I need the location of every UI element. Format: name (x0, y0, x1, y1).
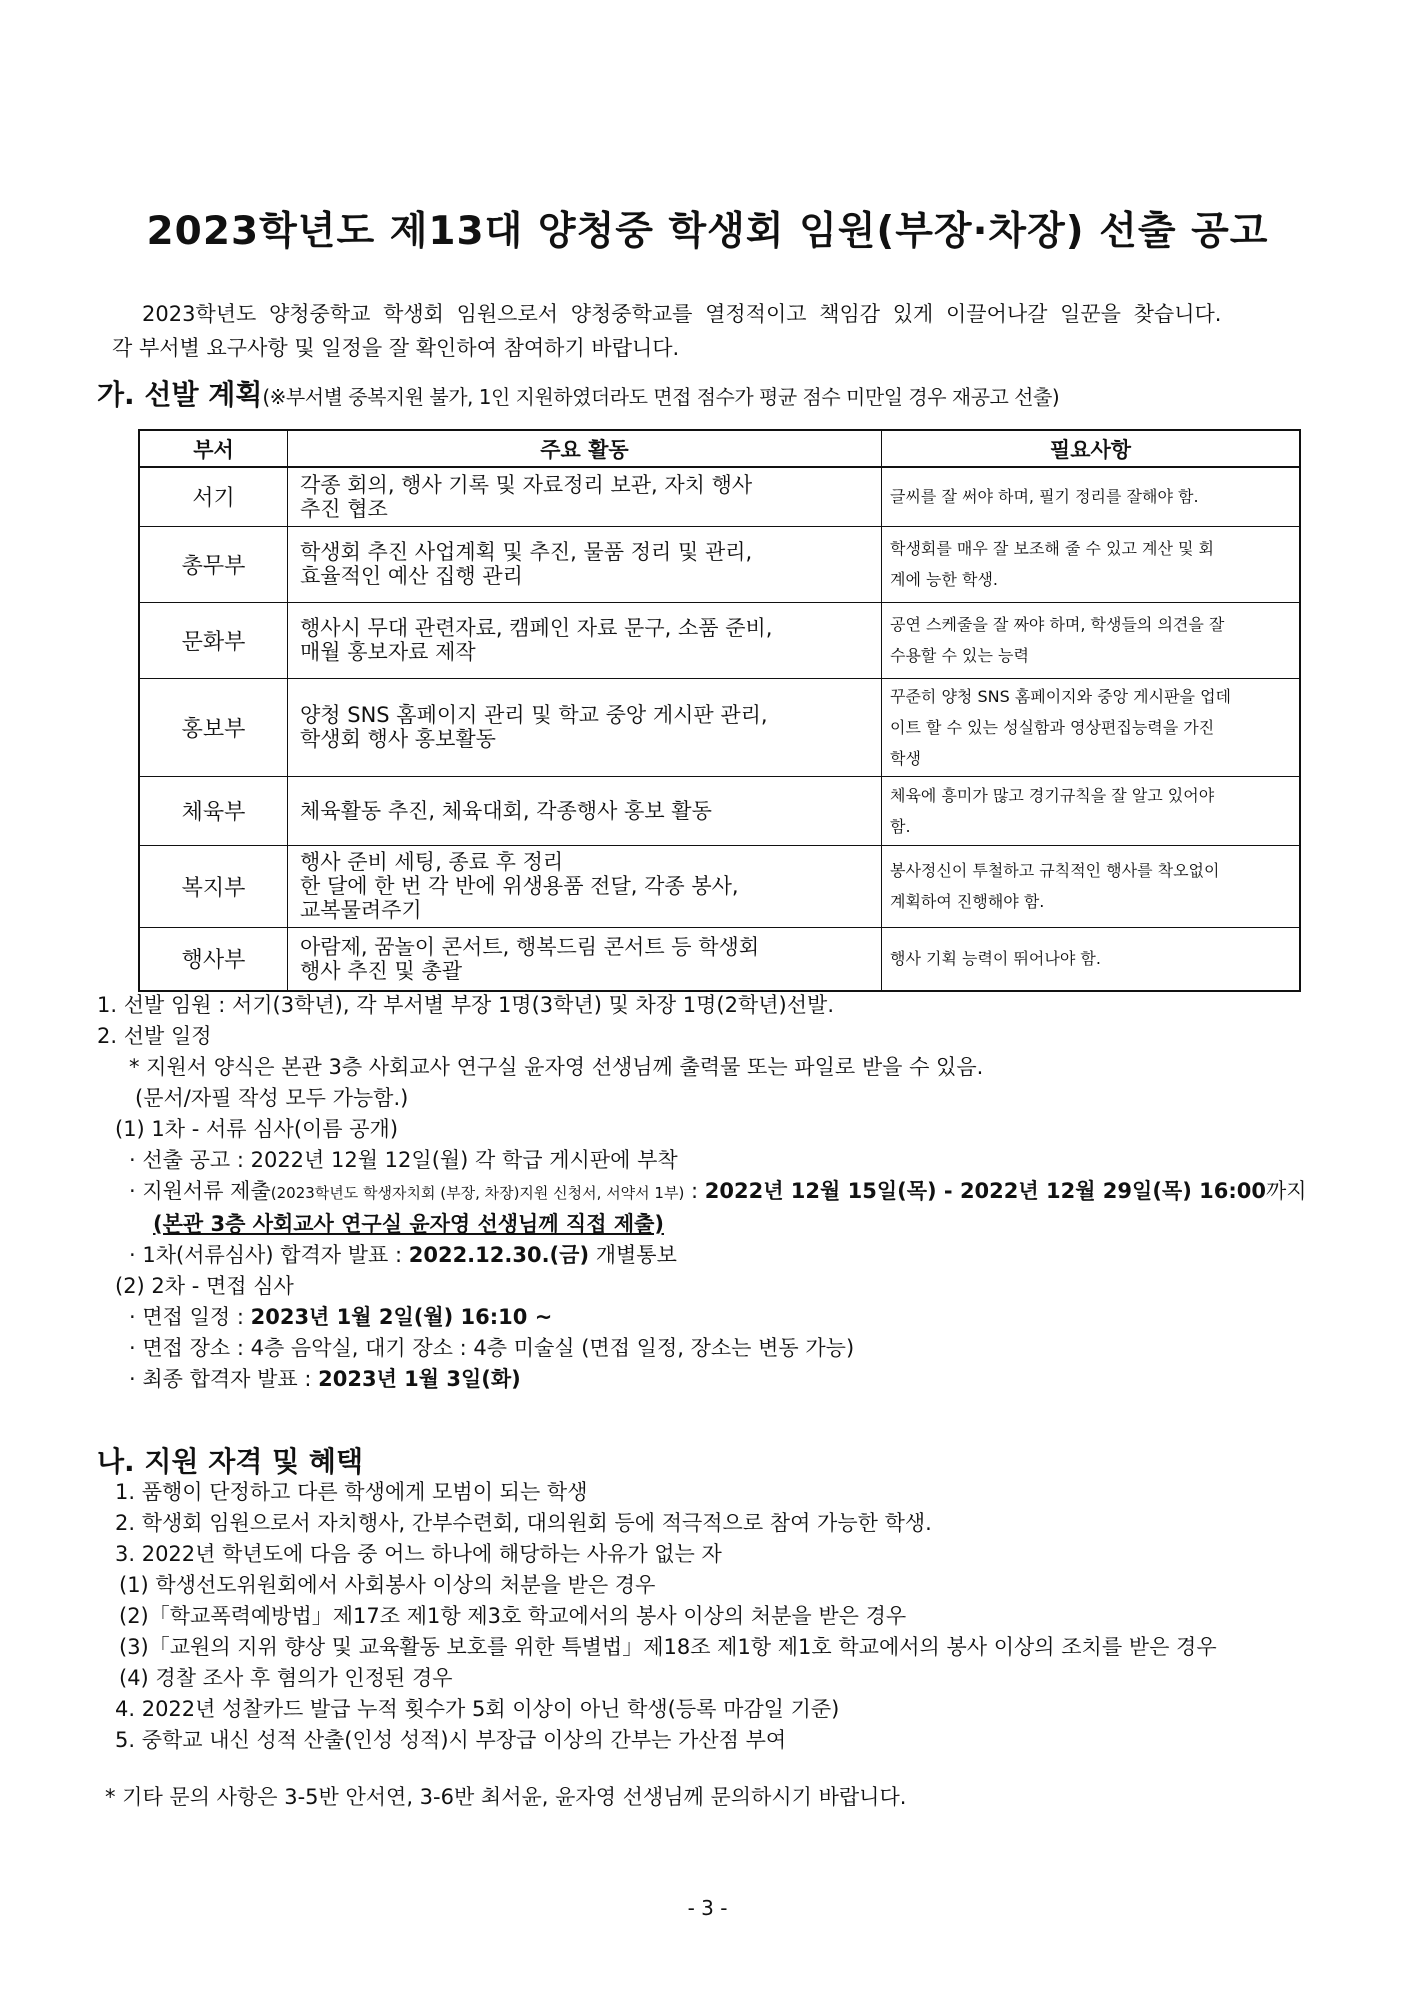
requirement-line: 수용할 수 있는 능력 (890, 646, 1029, 665)
header-activity: 주요 활동 (288, 430, 882, 467)
contact-note: * 기타 문의 사항은 3-5반 안서연, 3-6반 최서윤, 윤자영 선생님께 문의하시기 바랍니다. (105, 1785, 907, 1809)
dept-cell: 문화부 (139, 602, 288, 678)
eligibility-item: 1. 품행이 단정하고 다른 학생에게 모범이 되는 학생 (115, 1480, 588, 1504)
interview-schedule-date: 2023년 1월 2일(월) 16:10 ~ (250, 1305, 553, 1329)
submission-separator: : (684, 1179, 705, 1203)
round-2-heading: (2) 2차 - 면접 심사 (115, 1274, 294, 1298)
requirement-line: 공연 스케줄을 잘 짜야 하며, 학생들의 의견을 잘 (890, 615, 1225, 634)
requirement-line: 체육에 흥미가 많고 경기규칙을 잘 알고 있어야 (890, 785, 1215, 805)
requirement-line: 봉사정신이 투철하고 규칙적인 행사를 착오없이 (890, 861, 1220, 880)
table-row (139, 467, 1300, 526)
contact-note-block (97, 1782, 1337, 1813)
activity-cell (288, 526, 882, 602)
section-b-heading-row (97, 1440, 363, 1480)
submission-period: 2022년 12월 15일(목) - 2022년 12월 29일(목) 16:00 (704, 1179, 1266, 1203)
round-1-result-label: · 1차(서류심사) 합격자 발표 : (129, 1243, 409, 1267)
submission-documents: (2023학년도 학생자치회 (부장, 차장)지원 신청서, 서약서 1부) (270, 1184, 685, 1202)
section-a-heading: 가. 선발 계획 (97, 378, 263, 411)
table-row (139, 678, 1300, 776)
requirement-line: 함. (890, 816, 911, 836)
requirement-line: 글씨를 잘 써야 하며, 필기 정리를 잘해야 함. (890, 487, 1199, 507)
header-dept: 부서 (139, 430, 288, 467)
interview-schedule-label: · 면접 일정 : (129, 1305, 251, 1329)
eligibility-item: 2. 학생회 임원으로서 자치행사, 간부수련회, 대의원회 등에 적극적으로 참여 가능한 학생. (115, 1511, 932, 1535)
round-1-heading: (1) 1차 - 서류 심사(이름 공개) (115, 1117, 399, 1141)
eligibility-subitem: (4) 경찰 조사 후 혐의가 인정된 경우 (119, 1666, 453, 1690)
requirement-cell (882, 467, 1301, 526)
table-row (139, 602, 1300, 678)
activity-line: 체육활동 추진, 체육대회, 각종행사 홍보 활동 (300, 798, 712, 823)
dept-cell: 홍보부 (139, 678, 288, 776)
eligibility-item: 3. 2022년 학년도에 다음 중 어느 하나에 해당하는 사유가 없는 자 (115, 1542, 722, 1566)
selection-schedule-heading: 2. 선발 일정 (97, 1024, 212, 1048)
activity-line: 학생회 행사 홍보활동 (300, 727, 496, 751)
requirement-cell (882, 845, 1301, 927)
eligibility-item: 5. 중학교 내신 성적 산출(인성 성적)시 부장급 이상의 간부는 가산점 부여 (115, 1728, 787, 1752)
eligibility-item: 4. 2022년 성찰카드 발급 누적 횟수가 5회 이상이 아닌 학생(등록 마감일 기준) (115, 1697, 840, 1721)
eligibility-list (97, 1477, 1337, 1756)
requirement-line: 학생 (890, 748, 921, 768)
application-form-note-2: (문서/자필 작성 모두 가능함.) (135, 1086, 409, 1110)
dept-cell: 복지부 (139, 845, 288, 927)
section-a-heading-row (97, 373, 1059, 413)
table-row (139, 845, 1300, 927)
activity-line: 추진 협조 (300, 496, 388, 521)
requirement-line: 행사 기획 능력이 뛰어나야 함. (890, 949, 1101, 969)
interview-location: · 면접 장소 : 4층 음악실, 대기 장소 : 4층 미술실 (면접 일정, 장소는 변동 가능) (129, 1336, 855, 1360)
activity-line: 각종 회의, 행사 기록 및 자료정리 보관, 자치 행사 (300, 472, 753, 497)
requirement-cell (882, 927, 1301, 991)
final-result-label: · 최종 합격자 발표 : (129, 1367, 319, 1391)
application-form-note: * 지원서 양식은 본관 3층 사회교사 연구실 윤자영 선생님께 출력물 또는 파일로 받을 수 있음. (129, 1055, 984, 1079)
round-1-submission (97, 1176, 1337, 1209)
activity-cell (288, 927, 882, 991)
page-number: - 3 - (687, 1896, 728, 1920)
intro-line-2: 각 부서별 요구사항 및 일정을 잘 확인하여 참여하기 바랍니다. (112, 336, 680, 360)
section-b-heading: 나. 지원 자격 및 혜택 (97, 1445, 364, 1478)
header-requirement: 필요사항 (882, 430, 1301, 467)
activity-line: 행사 준비 세팅, 종료 후 정리 (300, 850, 564, 874)
requirement-line: 이트 할 수 있는 성실함과 영상편집능력을 가진 (890, 717, 1215, 737)
activity-cell (288, 602, 882, 678)
dept-cell: 총무부 (139, 526, 288, 602)
requirement-cell (882, 526, 1301, 602)
activity-line: 행사 추진 및 총괄 (300, 958, 463, 983)
final-result (97, 1364, 1337, 1395)
activity-cell (288, 678, 882, 776)
selection-officers: 1. 선발 임원 : 서기(3학년), 각 부서별 부장 1명(3학년) 및 차장 1명(2학년)선발. (97, 993, 834, 1017)
requirement-cell (882, 776, 1301, 845)
round-1-result-method: 개별통보 (589, 1243, 677, 1267)
activity-line: 행사시 무대 관련자료, 캠페인 자료 문구, 소품 준비, (300, 616, 773, 640)
eligibility-subitem: (1) 학생선도위원회에서 사회봉사 이상의 처분을 받은 경우 (119, 1573, 656, 1597)
activity-line: 학생회 추진 사업계획 및 추진, 물품 정리 및 관리, (300, 540, 753, 564)
round-1-announcement: · 선출 공고 : 2022년 12월 12일(월) 각 학급 게시판에 부착 (129, 1148, 678, 1172)
round-1-result-date: 2022.12.30.(금) (408, 1243, 590, 1267)
activity-line: 한 달에 한 번 각 반에 위생용품 전달, 각종 봉사, (300, 874, 739, 898)
dept-cell: 체육부 (139, 776, 288, 845)
requirement-line: 계획하여 진행해야 함. (890, 892, 1045, 911)
dept-cell: 행사부 (139, 927, 288, 991)
submission-until: 까지 (1265, 1179, 1307, 1203)
round-1-submission-place (97, 1209, 1337, 1240)
activity-line: 아람제, 꿈놀이 콘서트, 행복드림 콘서트 등 학생회 (300, 934, 760, 959)
interview-schedule (97, 1302, 1337, 1333)
eligibility-subitem: (3)「교원의 지위 향상 및 교육활동 보호를 위한 특별법」제18조 제1항 제1호 학교에서의 봉사 이상의 조치를 받은 경우 (119, 1635, 1217, 1659)
intro-paragraph (112, 297, 1327, 365)
selection-plan-table (138, 429, 1301, 992)
activity-line: 양청 SNS 홈페이지 관리 및 학교 중앙 게시판 관리, (300, 703, 768, 727)
final-result-date: 2023년 1월 3일(화) (318, 1367, 521, 1391)
intro-line-1: 2023학년도 양청중학교 학생회 임원으로서 양청중학교를 열정적이고 책임감 있게 이끌어나갈 일꾼을 찾습니다. (142, 302, 1222, 326)
activity-cell (288, 845, 882, 927)
round-1-result (97, 1240, 1337, 1271)
eligibility-subitem: (2)「학교폭력예방법」제17조 제1항 제3호 학교에서의 봉사 이상의 처분을 받은 경우 (119, 1604, 907, 1628)
section-a-note: (※부서별 중복지원 불가, 1인 지원하였더라도 면접 점수가 평균 점수 미만일 경우 재공고 선출) (262, 385, 1060, 409)
requirement-cell (882, 678, 1301, 776)
dept-cell: 서기 (139, 467, 288, 526)
table-row (139, 526, 1300, 602)
activity-cell (288, 776, 882, 845)
submission-place: (본관 3층 사회교사 연구실 윤자영 선생님께 직접 제출) (153, 1212, 664, 1236)
page-title: 2023학년도 제13대 양청중 학생회 임원(부장·차장) 선출 공고 (146, 209, 1269, 254)
submission-label: · 지원서류 제출 (129, 1179, 271, 1203)
requirement-line: 계에 능한 학생. (890, 570, 998, 589)
table-header-row (139, 430, 1300, 467)
requirement-cell (882, 602, 1301, 678)
table-row (139, 776, 1300, 845)
activity-cell (288, 467, 882, 526)
table-row (139, 927, 1300, 991)
requirement-line: 학생회를 매우 잘 보조해 줄 수 있고 계산 및 회 (890, 539, 1214, 558)
activity-line: 교복물려주기 (300, 898, 422, 922)
activity-line: 효율적인 예산 집행 관리 (300, 564, 523, 588)
requirement-line: 꾸준히 양청 SNS 홈페이지와 중앙 게시판을 업데 (890, 686, 1232, 706)
activity-line: 매월 홍보자료 제작 (300, 640, 476, 664)
selection-details (97, 990, 1337, 1395)
